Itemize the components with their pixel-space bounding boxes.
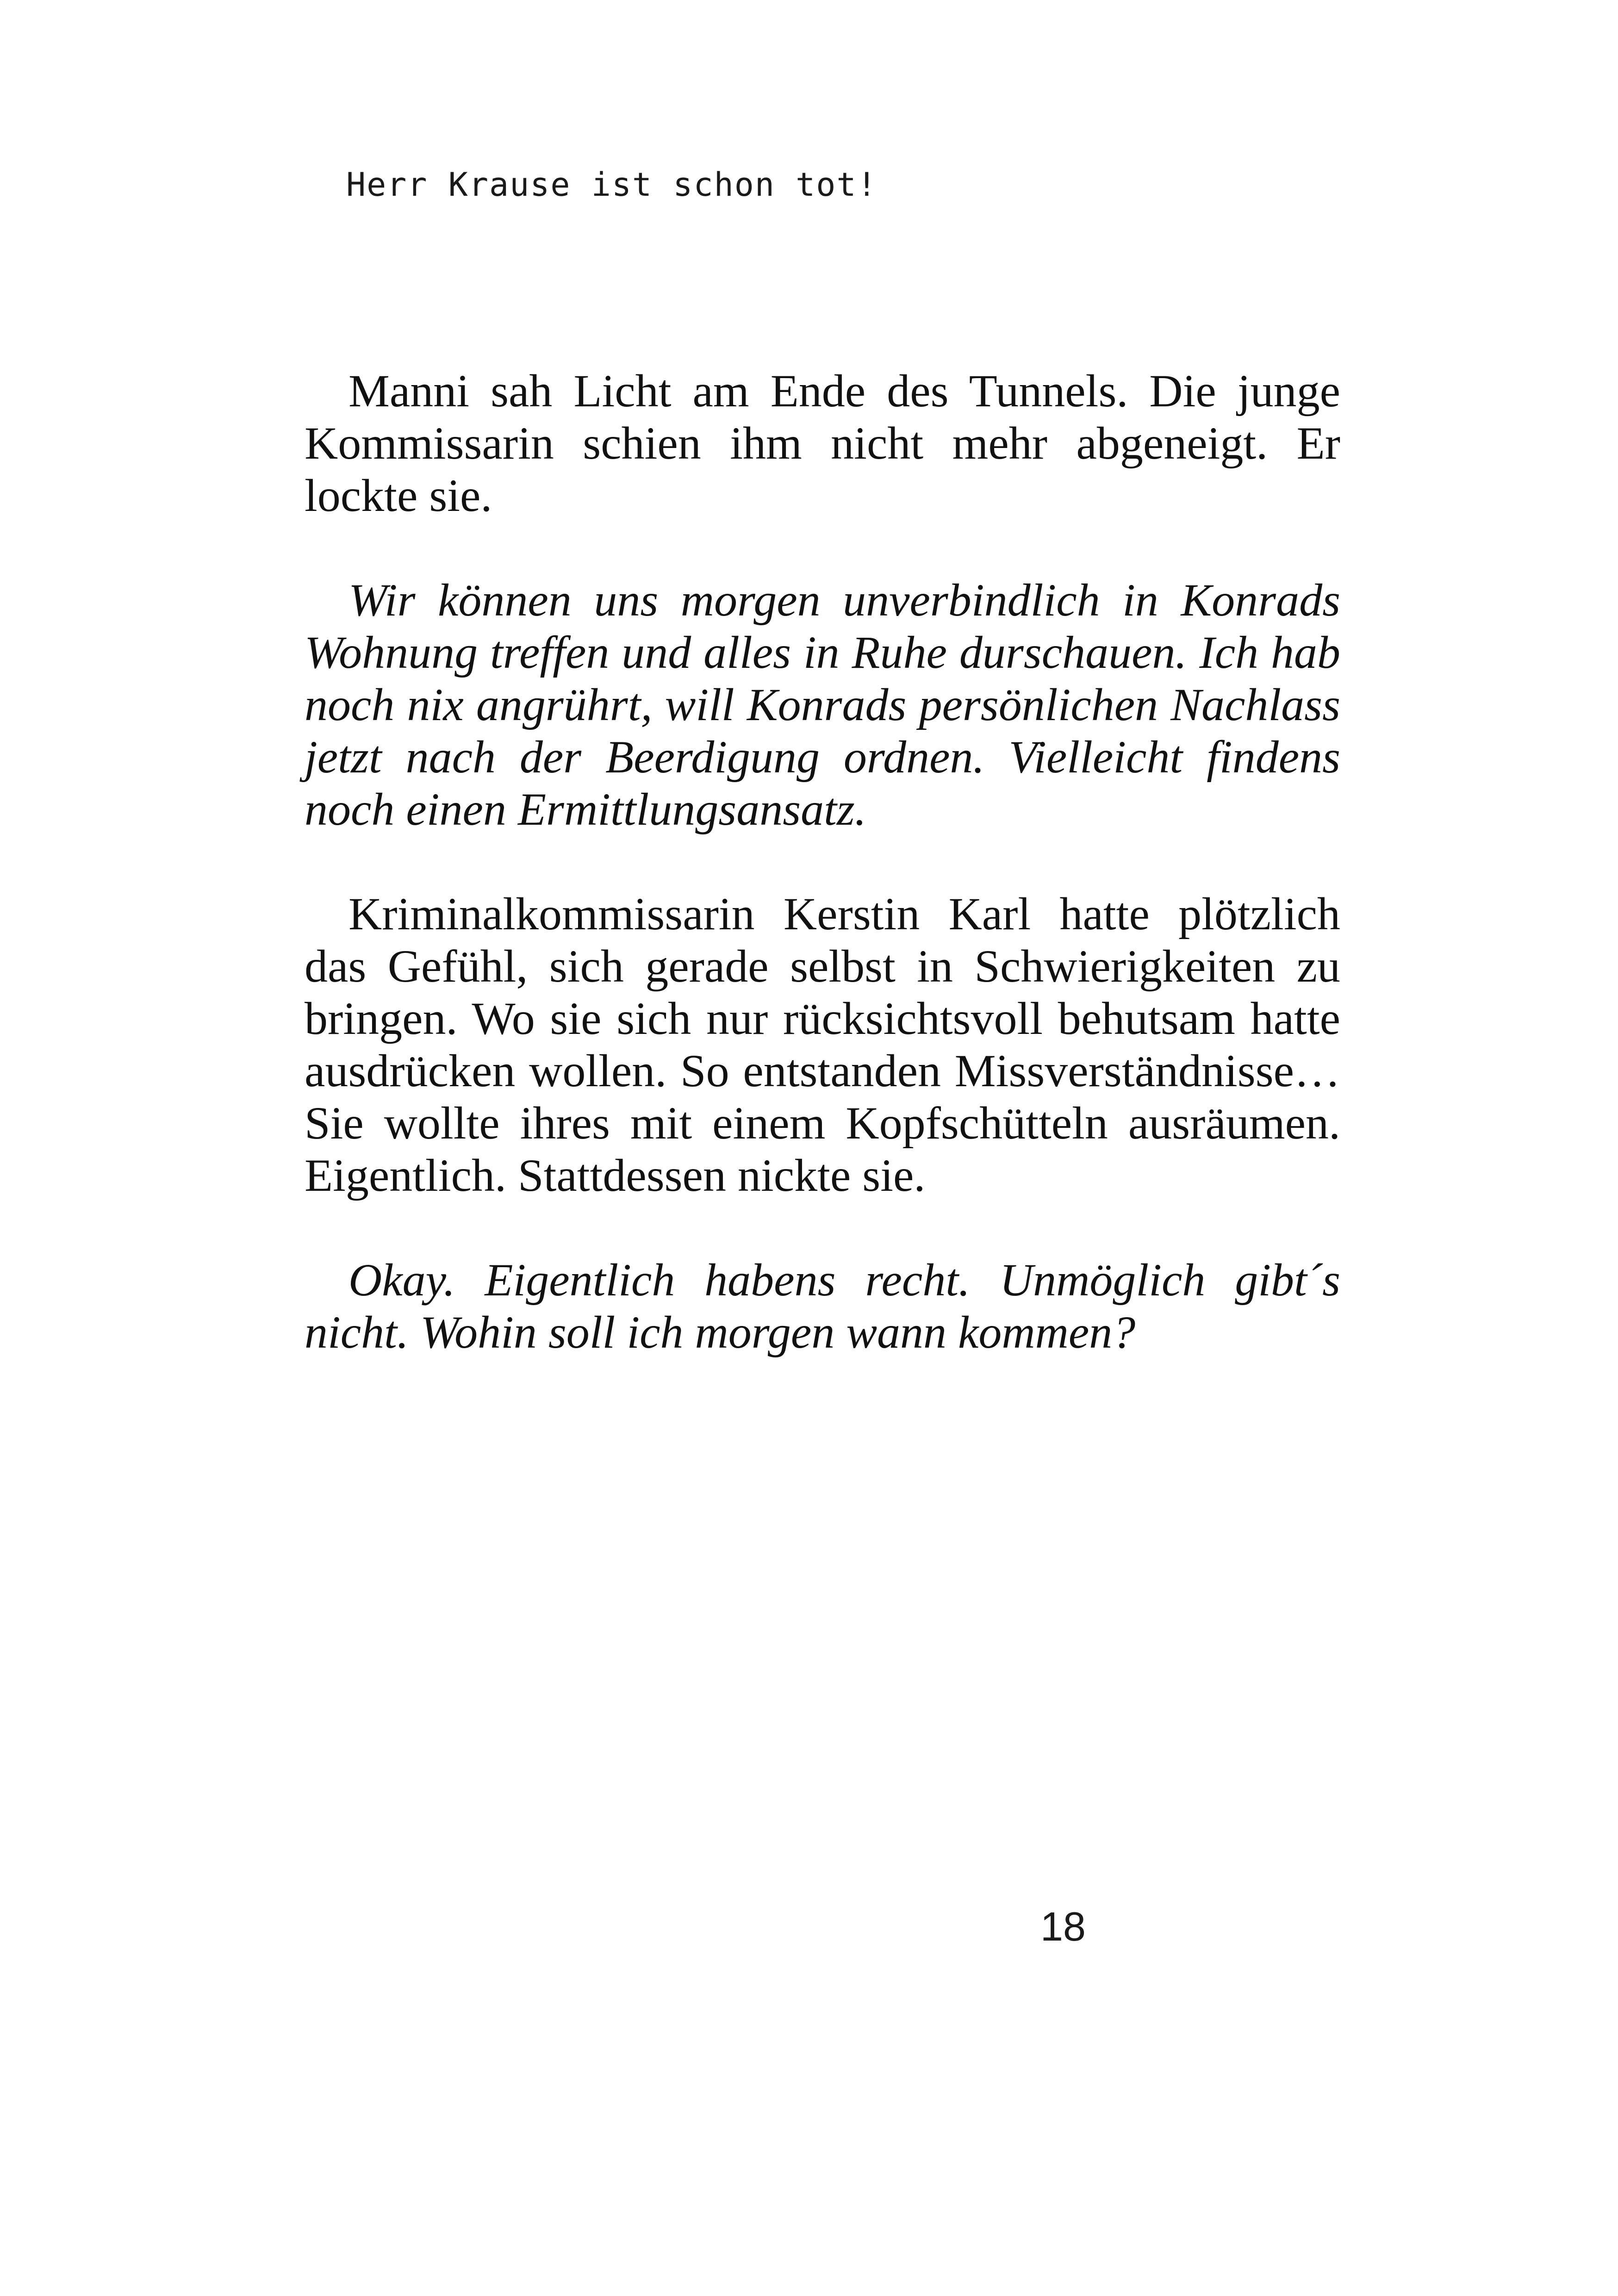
page-body xyxy=(305,365,1340,1411)
paragraph-narration-2: Kriminalkommissarin Kerstin Karl hatte plötzlich das Gefühl, sich gerade selbst in Schwierigkeiten zu bringen. Wo sie sich nur rücksichtsvoll behutsam hatte ausdrücken wollen. So entstanden Missverständnisse… Sie wollte ihres mit einem Kopfschütteln ausräumen. Eigentlich. Stattdessen nickte sie. xyxy=(305,888,1340,1201)
running-header: Herr Krause ist schon tot! xyxy=(346,166,877,204)
paragraph-dialogue-manni: Wir können uns morgen unverbindlich in Konrads Wohnung treffen und alles in Ruhe durschauen. Ich hab noch nix angrührt, will Konrads persönlichen Nachlass jetzt nach der Beerdigung ordnen. Vielleicht findens noch einen Ermittlungsansatz. xyxy=(305,574,1340,835)
paragraph-dialogue-kerstin: Okay. Eigentlich habens recht. Unmöglich gibt´s nicht. Wohin soll ich morgen wann kommen? xyxy=(305,1254,1340,1358)
page-number: 18 xyxy=(1040,1904,1086,1949)
paragraph-narration-1: Manni sah Licht am Ende des Tunnels. Die junge Kommissarin schien ihm nicht mehr abgeneigt. Er lockte sie. xyxy=(305,365,1340,521)
